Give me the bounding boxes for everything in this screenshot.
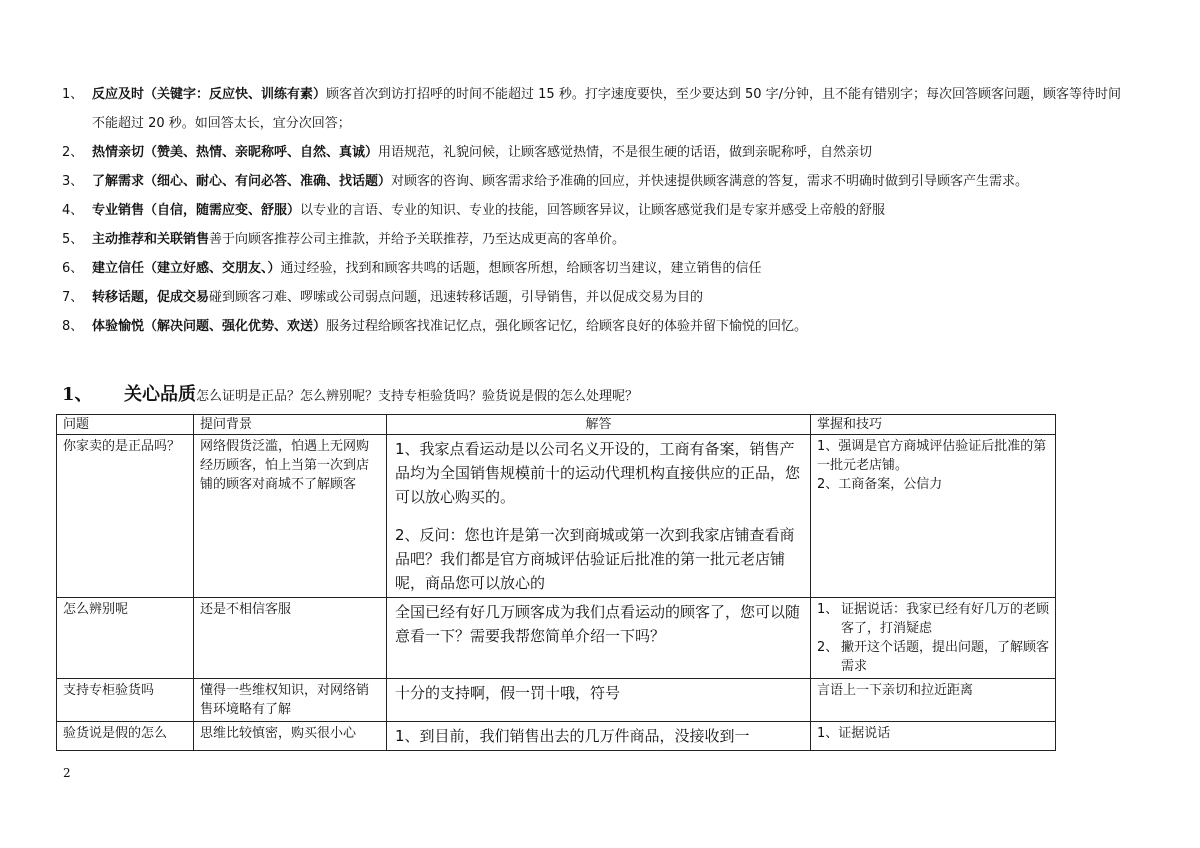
principle-number: 2、 <box>62 145 84 160</box>
cell-background: 网络假货泛滥，怕遇上无网购经历顾客，怕上当第一次到店铺的顾客对商城不了解顾客 <box>194 435 387 598</box>
cell-background: 思维比较慎密，购买很小心 <box>194 722 387 751</box>
cell-tips <box>811 722 1056 751</box>
principle-text: 碰到顾客刁难、啰嗦或公司弱点问题，迅速转移话题，引导销售，并以促成交易为目的 <box>209 290 704 305</box>
cell-background: 还是不相信客服 <box>194 598 387 679</box>
answer-paragraph: 2、反问：您也许是第一次到商城或第一次到我家店铺查看商品吧？我们都是官方商城评估验证后批准的第一批元老店铺呢，商品您可以放心的 <box>395 526 795 592</box>
answer-paragraph: 1、到目前，我们销售出去的几万件商品，没接收到一 <box>395 727 750 745</box>
principle-text: 善于向顾客推荐公司主推款，并给予关联推荐，乃至达成更高的客单价。 <box>209 232 626 247</box>
header-tips: 掌握和技巧 <box>811 415 1056 435</box>
principle-item <box>62 312 1132 341</box>
principle-text: 对顾客的咨询、顾客需求给予准确的回应，并快速提供顾客满意的答复，需求不明确时做到引导顾客产生需求。 <box>391 174 1029 189</box>
cell-question: 怎么辨别呢 <box>57 598 194 679</box>
cell-question: 支持专柜验货吗 <box>57 679 194 722</box>
answer-paragraph: 1、我家点看运动是以公司名义开设的，工商有备案，销售产品均为全国销售规模前十的运动代理机构直接供应的正品，您可以放心购买的。 <box>395 440 801 506</box>
table-row <box>57 679 1056 722</box>
section-number: 1、 <box>62 384 93 405</box>
section-title: 关心品质 <box>124 384 196 405</box>
table-header-row <box>57 415 1056 435</box>
principle-item <box>62 138 1132 167</box>
principle-number: 3、 <box>62 174 84 189</box>
table-row <box>57 722 1056 751</box>
principles-list <box>62 80 1132 341</box>
table-row <box>57 598 1056 679</box>
tip-line: 1、证据说话 <box>817 726 891 741</box>
principle-item <box>62 254 1132 283</box>
tip-line: 言语上一下亲切和拉近距离 <box>817 683 974 698</box>
principle-text: 通过经验，找到和顾客共鸣的话题，想顾客所想，给顾客切当建议，建立销售的信任 <box>280 261 762 276</box>
cell-answer <box>387 722 811 751</box>
cell-question: 验货说是假的怎么 <box>57 722 194 751</box>
tip-number: 2、 <box>817 640 839 655</box>
header-answer: 解答 <box>387 415 811 435</box>
principle-keyword: 热情亲切（赞美、热情、亲昵称呼、自然、真诚） <box>92 145 379 160</box>
tip-line <box>817 638 1049 676</box>
principle-number: 5、 <box>62 232 84 247</box>
cell-answer <box>387 435 811 598</box>
cell-tips <box>811 435 1056 598</box>
principle-keyword: 反应及时（关键字：反应快、训练有素） <box>92 87 327 102</box>
page-number: 2 <box>63 766 71 780</box>
header-background: 提问背景 <box>194 415 387 435</box>
principle-text: 用语规范，礼貌问候，让顾客感觉热情，不是很生硬的话语，做到亲昵称呼，自然亲切 <box>378 145 873 160</box>
principle-number: 7、 <box>62 290 84 305</box>
tip-line: 1、强调是官方商城评估验证后批准的第一批元老店铺。 <box>817 439 1047 473</box>
tip-text: 证据说话：我家已经有好几万的老顾客了，打消疑虑 <box>841 602 1050 636</box>
principle-item <box>62 283 1132 312</box>
table-row <box>57 435 1056 598</box>
tip-line <box>817 600 1049 638</box>
header-question: 问题 <box>57 415 194 435</box>
cell-background: 懂得一些维权知识，对网络销售环境略有了解 <box>194 679 387 722</box>
answer-paragraph: 十分的支持啊，假一罚十哦，符号 <box>395 684 621 702</box>
tip-number: 1、 <box>817 602 839 617</box>
principle-keyword: 专业销售（自信，随需应变、舒服） <box>92 203 301 218</box>
cell-answer <box>387 598 811 679</box>
principle-number: 4、 <box>62 203 84 218</box>
principle-number: 8、 <box>62 319 84 334</box>
principle-item <box>62 196 1132 225</box>
tip-line: 2、工商备案，公信力 <box>817 477 943 492</box>
principle-item <box>62 80 1132 138</box>
tip-text: 撇开这个话题，提出问题，了解顾客需求 <box>841 640 1050 674</box>
cell-question: 你家卖的是正品吗？ <box>57 435 194 598</box>
section-subtitle: 怎么证明是正品？怎么辨别呢？支持专柜验货吗？验货说是假的怎么处理呢？ <box>196 389 639 404</box>
principle-keyword: 主动推荐和关联销售 <box>92 232 210 247</box>
principle-text: 服务过程给顾客找准记忆点，强化顾客记忆，给顾客良好的体验并留下愉悦的回忆。 <box>326 319 808 334</box>
principle-item <box>62 225 1132 254</box>
principle-item <box>62 167 1132 196</box>
principle-number: 6、 <box>62 261 84 276</box>
principle-keyword: 建立信任（建立好感、交朋友、） <box>92 261 281 276</box>
principle-keyword: 转移话题，促成交易 <box>92 290 210 305</box>
qa-table <box>56 414 1056 751</box>
cell-tips <box>811 679 1056 722</box>
principle-keyword: 体验愉悦（解决问题、强化优势、欢送） <box>92 319 327 334</box>
principle-text: 顾客首次到访打招呼的时间不能超过 15 秒。打字速度要快，至少要达到 50 字/分钟，且不能有错别字；每次回答顾客问题，顾客等待时间不能超过 20 秒。如回答太长，宜分次回答； <box>92 87 1122 131</box>
section-heading <box>62 380 638 406</box>
cell-answer <box>387 679 811 722</box>
principle-number: 1、 <box>62 87 84 102</box>
principle-text: 以专业的言语、专业的知识、专业的技能，回答顾客异议，让顾客感觉我们是专家并感受上帝般的舒服 <box>300 203 886 218</box>
answer-paragraph: 全国已经有好几万顾客成为我们点看运动的顾客了，您可以随意看一下？需要我帮您简单介绍一下吗？ <box>395 603 801 645</box>
principle-keyword: 了解需求（细心、耐心、有问必答、准确、找话题） <box>92 174 392 189</box>
cell-tips <box>811 598 1056 679</box>
